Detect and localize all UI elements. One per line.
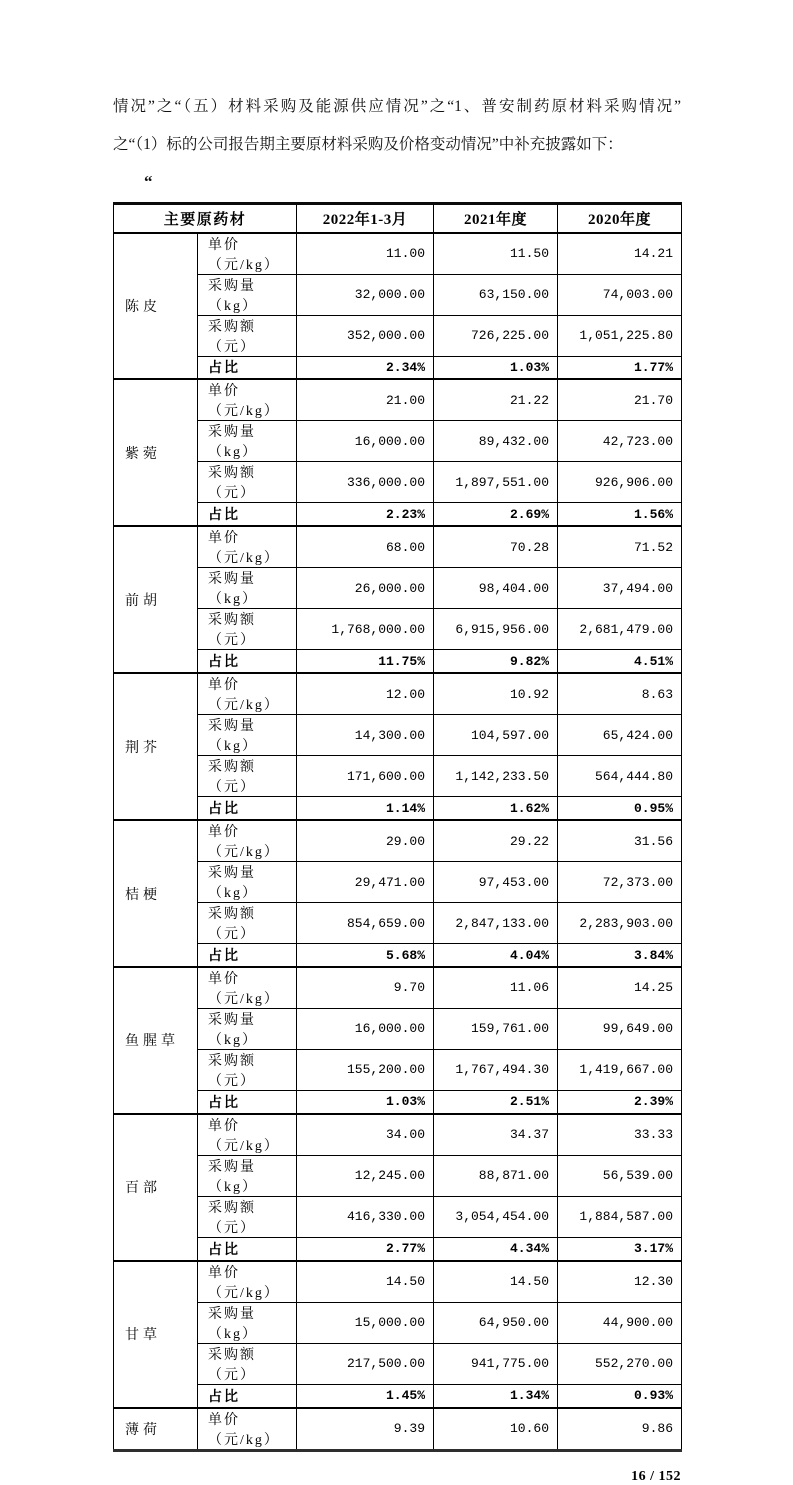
metric-label-cell: 采购额（元） bbox=[198, 1049, 297, 1090]
metric-label-cell: 采购量（kg） bbox=[198, 274, 297, 315]
metric-label-cell: 采购量（kg） bbox=[198, 862, 297, 903]
value-cell: 726,225.00 bbox=[434, 315, 558, 356]
value-cell: 68.00 bbox=[297, 526, 434, 568]
table-row bbox=[114, 379, 682, 421]
metric-label-cell: 单价（元/kg） bbox=[198, 967, 297, 1009]
metric-label-cell: 采购额（元） bbox=[198, 756, 297, 797]
value-cell: 9.70 bbox=[297, 967, 434, 1009]
table-row bbox=[114, 503, 682, 526]
table-row bbox=[114, 1261, 682, 1303]
value-cell: 14,300.00 bbox=[297, 715, 434, 756]
intro-paragraph-line-2: 之“（1）标的公司报告期主要原材料采购及价格变动情况”中补充披露如下： bbox=[113, 136, 623, 153]
table-header-row bbox=[114, 204, 682, 233]
value-cell: 1.77% bbox=[558, 356, 682, 379]
metric-label-cell: 采购额（元） bbox=[198, 1343, 297, 1384]
table-row bbox=[114, 1155, 682, 1196]
metric-label-cell: 采购量（kg） bbox=[198, 1008, 297, 1049]
value-cell: 11.75% bbox=[297, 650, 434, 673]
value-cell: 1.62% bbox=[434, 797, 558, 820]
table-row bbox=[114, 820, 682, 862]
value-cell: 217,500.00 bbox=[297, 1343, 434, 1384]
metric-label-cell: 单价（元/kg） bbox=[198, 1114, 297, 1156]
value-cell: 12.30 bbox=[558, 1261, 682, 1303]
table-row bbox=[114, 1114, 682, 1156]
metric-label-cell: 采购额（元） bbox=[198, 315, 297, 356]
value-cell: 6,915,956.00 bbox=[434, 609, 558, 650]
value-cell: 10.60 bbox=[434, 1408, 558, 1451]
value-cell: 98,404.00 bbox=[434, 568, 558, 609]
table-row bbox=[114, 1384, 682, 1407]
metric-label-cell: 占比 bbox=[198, 503, 297, 526]
table-row bbox=[114, 1008, 682, 1049]
value-cell: 1.03% bbox=[434, 356, 558, 379]
metric-label-cell: 单价（元/kg） bbox=[198, 526, 297, 568]
value-cell: 159,761.00 bbox=[434, 1008, 558, 1049]
value-cell: 2.69% bbox=[434, 503, 558, 526]
value-cell: 3,054,454.00 bbox=[434, 1196, 558, 1237]
document-page bbox=[113, 88, 681, 1485]
value-cell: 16,000.00 bbox=[297, 1008, 434, 1049]
value-cell: 1.14% bbox=[297, 797, 434, 820]
material-name-cell: 紫菀 bbox=[114, 379, 198, 526]
table-row bbox=[114, 673, 682, 715]
value-cell: 31.56 bbox=[558, 820, 682, 862]
table-row bbox=[114, 862, 682, 903]
value-cell: 16,000.00 bbox=[297, 421, 434, 462]
value-cell: 2.39% bbox=[558, 1090, 682, 1113]
value-cell: 352,000.00 bbox=[297, 315, 434, 356]
value-cell: 34.00 bbox=[297, 1114, 434, 1156]
value-cell: 416,330.00 bbox=[297, 1196, 434, 1237]
metric-label-cell: 单价（元/kg） bbox=[198, 379, 297, 421]
table-row bbox=[114, 715, 682, 756]
value-cell: 2,283,903.00 bbox=[558, 903, 682, 944]
value-cell: 14.21 bbox=[558, 233, 682, 275]
table-row bbox=[114, 609, 682, 650]
value-cell: 104,597.00 bbox=[434, 715, 558, 756]
table-row bbox=[114, 1408, 682, 1451]
column-header-period-2022: 2022年1-3月 bbox=[297, 204, 434, 233]
value-cell: 21.22 bbox=[434, 379, 558, 421]
value-cell: 2.34% bbox=[297, 356, 434, 379]
material-name-cell: 甘草 bbox=[114, 1261, 198, 1408]
value-cell: 11.06 bbox=[434, 967, 558, 1009]
value-cell: 34.37 bbox=[434, 1114, 558, 1156]
value-cell: 33.33 bbox=[558, 1114, 682, 1156]
opening-quote-mark: “ bbox=[144, 172, 153, 191]
value-cell: 2,681,479.00 bbox=[558, 609, 682, 650]
value-cell: 926,906.00 bbox=[558, 462, 682, 503]
value-cell: 564,444.80 bbox=[558, 756, 682, 797]
value-cell: 72,373.00 bbox=[558, 862, 682, 903]
value-cell: 29.22 bbox=[434, 820, 558, 862]
value-cell: 9.86 bbox=[558, 1408, 682, 1451]
metric-label-cell: 占比 bbox=[198, 650, 297, 673]
metric-label-cell: 采购额（元） bbox=[198, 609, 297, 650]
material-name-cell: 鱼腥草 bbox=[114, 967, 198, 1114]
value-cell: 3.84% bbox=[558, 944, 682, 967]
metric-label-cell: 采购量（kg） bbox=[198, 421, 297, 462]
value-cell: 9.39 bbox=[297, 1408, 434, 1451]
column-header-period-2020: 2020年度 bbox=[558, 204, 682, 233]
value-cell: 552,270.00 bbox=[558, 1343, 682, 1384]
value-cell: 89,432.00 bbox=[434, 421, 558, 462]
value-cell: 65,424.00 bbox=[558, 715, 682, 756]
value-cell: 4.34% bbox=[434, 1237, 558, 1260]
table-row bbox=[114, 944, 682, 967]
table-row bbox=[114, 650, 682, 673]
value-cell: 171,600.00 bbox=[297, 756, 434, 797]
table-row bbox=[114, 421, 682, 462]
table-row bbox=[114, 1196, 682, 1237]
value-cell: 70.28 bbox=[434, 526, 558, 568]
table-row bbox=[114, 1237, 682, 1260]
value-cell: 1,768,000.00 bbox=[297, 609, 434, 650]
material-name-cell: 荆芥 bbox=[114, 673, 198, 820]
value-cell: 1.34% bbox=[434, 1384, 558, 1407]
material-name-cell: 陈皮 bbox=[114, 233, 198, 380]
table-row bbox=[114, 1302, 682, 1343]
table-row bbox=[114, 568, 682, 609]
value-cell: 74,003.00 bbox=[558, 274, 682, 315]
metric-label-cell: 占比 bbox=[198, 356, 297, 379]
metric-label-cell: 占比 bbox=[198, 944, 297, 967]
intro-paragraph-line-1: 情况”之“（五）材料采购及能源供应情况”之“1、普安制药原材料采购情况” bbox=[113, 98, 681, 115]
value-cell: 37,494.00 bbox=[558, 568, 682, 609]
value-cell: 2.77% bbox=[297, 1237, 434, 1260]
value-cell: 5.68% bbox=[297, 944, 434, 967]
table-row bbox=[114, 315, 682, 356]
value-cell: 155,200.00 bbox=[297, 1049, 434, 1090]
metric-label-cell: 单价（元/kg） bbox=[198, 673, 297, 715]
material-name-cell: 前胡 bbox=[114, 526, 198, 673]
value-cell: 99,649.00 bbox=[558, 1008, 682, 1049]
table-row bbox=[114, 274, 682, 315]
value-cell: 14.25 bbox=[558, 967, 682, 1009]
metric-label-cell: 采购量（kg） bbox=[198, 568, 297, 609]
metric-label-cell: 采购量（kg） bbox=[198, 715, 297, 756]
table-row bbox=[114, 1090, 682, 1113]
value-cell: 1.03% bbox=[297, 1090, 434, 1113]
value-cell: 0.95% bbox=[558, 797, 682, 820]
value-cell: 42,723.00 bbox=[558, 421, 682, 462]
table-row bbox=[114, 903, 682, 944]
value-cell: 1,419,667.00 bbox=[558, 1049, 682, 1090]
table-row bbox=[114, 756, 682, 797]
value-cell: 11.50 bbox=[434, 233, 558, 275]
metric-label-cell: 占比 bbox=[198, 1090, 297, 1113]
value-cell: 4.04% bbox=[434, 944, 558, 967]
value-cell: 3.17% bbox=[558, 1237, 682, 1260]
value-cell: 63,150.00 bbox=[434, 274, 558, 315]
raw-materials-procurement-table bbox=[113, 202, 682, 1452]
value-cell: 71.52 bbox=[558, 526, 682, 568]
value-cell: 32,000.00 bbox=[297, 274, 434, 315]
value-cell: 1,142,233.50 bbox=[434, 756, 558, 797]
table-row bbox=[114, 356, 682, 379]
table-row bbox=[114, 462, 682, 503]
value-cell: 4.51% bbox=[558, 650, 682, 673]
metric-label-cell: 占比 bbox=[198, 1237, 297, 1260]
value-cell: 21.00 bbox=[297, 379, 434, 421]
metric-label-cell: 占比 bbox=[198, 1384, 297, 1407]
value-cell: 1,897,551.00 bbox=[434, 462, 558, 503]
value-cell: 1.56% bbox=[558, 503, 682, 526]
metric-label-cell: 采购额（元） bbox=[198, 462, 297, 503]
material-name-cell: 桔梗 bbox=[114, 820, 198, 967]
column-header-material: 主要原药材 bbox=[114, 204, 297, 233]
page-number: 16 / 152 bbox=[631, 1468, 681, 1484]
metric-label-cell: 采购额（元） bbox=[198, 1196, 297, 1237]
material-name-cell: 百部 bbox=[114, 1114, 198, 1261]
value-cell: 44,900.00 bbox=[558, 1302, 682, 1343]
metric-label-cell: 单价（元/kg） bbox=[198, 1261, 297, 1303]
value-cell: 1,884,587.00 bbox=[558, 1196, 682, 1237]
value-cell: 97,453.00 bbox=[434, 862, 558, 903]
value-cell: 9.82% bbox=[434, 650, 558, 673]
metric-label-cell: 采购额（元） bbox=[198, 903, 297, 944]
column-header-period-2021: 2021年度 bbox=[434, 204, 558, 233]
value-cell: 88,871.00 bbox=[434, 1155, 558, 1196]
value-cell: 941,775.00 bbox=[434, 1343, 558, 1384]
table-row bbox=[114, 967, 682, 1009]
value-cell: 56,539.00 bbox=[558, 1155, 682, 1196]
metric-label-cell: 单价（元/kg） bbox=[198, 1408, 297, 1451]
value-cell: 2,847,133.00 bbox=[434, 903, 558, 944]
value-cell: 14.50 bbox=[297, 1261, 434, 1303]
table-row bbox=[114, 1343, 682, 1384]
value-cell: 10.92 bbox=[434, 673, 558, 715]
value-cell: 11.00 bbox=[297, 233, 434, 275]
value-cell: 64,950.00 bbox=[434, 1302, 558, 1343]
value-cell: 29,471.00 bbox=[297, 862, 434, 903]
value-cell: 21.70 bbox=[558, 379, 682, 421]
table-row bbox=[114, 797, 682, 820]
value-cell: 15,000.00 bbox=[297, 1302, 434, 1343]
value-cell: 26,000.00 bbox=[297, 568, 434, 609]
table-row bbox=[114, 233, 682, 275]
metric-label-cell: 采购量（kg） bbox=[198, 1155, 297, 1196]
value-cell: 29.00 bbox=[297, 820, 434, 862]
table-row bbox=[114, 526, 682, 568]
value-cell: 1.45% bbox=[297, 1384, 434, 1407]
value-cell: 12.00 bbox=[297, 673, 434, 715]
table-row bbox=[114, 1049, 682, 1090]
value-cell: 12,245.00 bbox=[297, 1155, 434, 1196]
value-cell: 14.50 bbox=[434, 1261, 558, 1303]
metric-label-cell: 采购量（kg） bbox=[198, 1302, 297, 1343]
material-name-cell: 薄荷 bbox=[114, 1408, 198, 1451]
value-cell: 8.63 bbox=[558, 673, 682, 715]
metric-label-cell: 占比 bbox=[198, 797, 297, 820]
value-cell: 1,051,225.80 bbox=[558, 315, 682, 356]
value-cell: 854,659.00 bbox=[297, 903, 434, 944]
value-cell: 2.51% bbox=[434, 1090, 558, 1113]
value-cell: 0.93% bbox=[558, 1384, 682, 1407]
value-cell: 2.23% bbox=[297, 503, 434, 526]
value-cell: 336,000.00 bbox=[297, 462, 434, 503]
metric-label-cell: 单价（元/kg） bbox=[198, 820, 297, 862]
metric-label-cell: 单价（元/kg） bbox=[198, 233, 297, 275]
value-cell: 1,767,494.30 bbox=[434, 1049, 558, 1090]
